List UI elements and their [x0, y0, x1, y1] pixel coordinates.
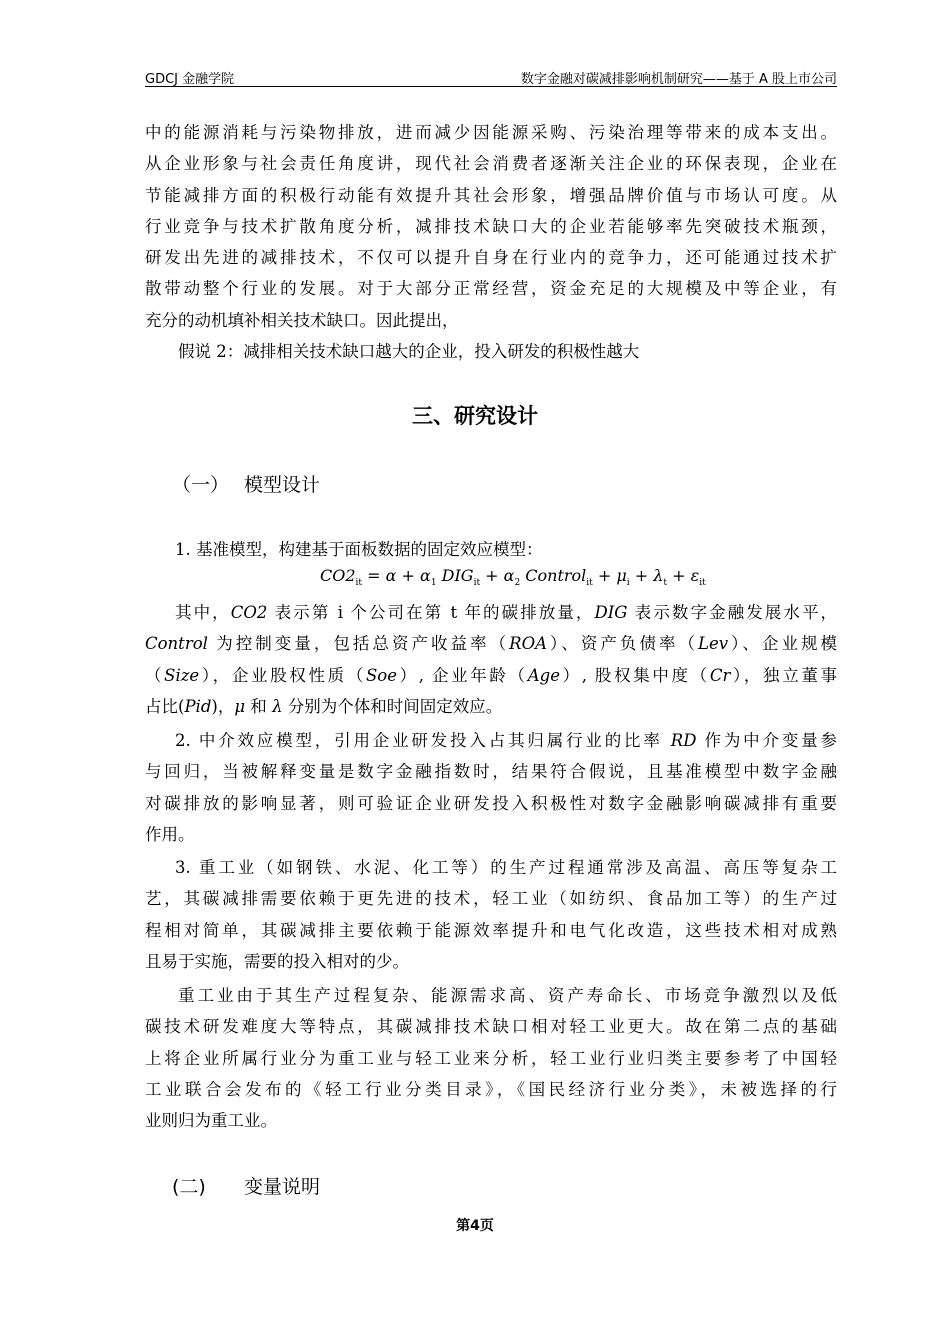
text-line: 研发出先进的减排技术，不仅可以提升自身在行业内的竞争力，还可能通过技术扩 — [145, 248, 837, 268]
text-line: 对碳排放的影响显著，则可验证企业研发投入积极性对数字金融影响碳减排有重要 — [145, 793, 837, 813]
text-line: 节能减排方面的积极行动能有效提升其社会形象，增强品牌价值与市场认可度。从 — [145, 185, 837, 205]
subsection-title: 变量说明 — [244, 1176, 321, 1198]
text-line: 上将企业所属行业分为重工业与轻工业来分析，轻工业行业归类主要参考了中国轻 — [145, 1048, 837, 1068]
hypothesis-2: 假说 2：减排相关技术缺口越大的企业，投入研发的积极性越大 — [178, 342, 640, 361]
text-line: 业则归为重工业。 — [145, 1111, 277, 1131]
text-line: 2. 中介效应模型，引用企业研发投入占其归属行业的比率 RD 作为中介变量参 — [175, 731, 838, 750]
section-title: 三、研究设计 — [412, 404, 538, 428]
subsection-variables — [172, 1172, 320, 1199]
text-line: 行业竞争与技术扩散角度分析，减排技术缺口大的企业若能够率先突破技术瓶颈， — [145, 216, 837, 236]
page-number: 第4页 — [456, 1218, 494, 1234]
text-line: 且易于实施，需要的投入相对的少。 — [145, 951, 409, 971]
header-right: 数字金融对碳减排影响机制研究——基于 A 股上市公司 — [520, 72, 837, 87]
subsection-number: （一） — [172, 474, 230, 496]
subsection-title: 模型设计 — [244, 474, 321, 496]
item2-mediation — [145, 725, 837, 850]
text-line: 重工业由于其生产过程复杂、能源需求高、资产寿命长、市场竞争激烈以及低 — [178, 986, 837, 1005]
text-line: 散带动整个行业的发展。对于大部分正常经营，资金充足的大规模及中等企业，有 — [145, 279, 837, 299]
text-line: 与回归，当被解释变量是数字金融指数时，结果符合假说，且基准模型中数字金融 — [145, 762, 837, 782]
text-line: 作用。 — [145, 824, 195, 844]
text-line: 3. 重工业（如钢铁、水泥、化工等）的生产过程通常涉及高温、高压等复杂工 — [175, 858, 837, 877]
text-line: （Size），企业股权性质（Soe）, 企业年龄（Age）, 股权集中度（Cr），独立董事 — [145, 665, 838, 685]
paragraph-motivation — [145, 117, 837, 336]
text-line: Control 为控制变量，包括总资产收益率（ROA）、资产负债率（Lev）、企业规模 — [145, 634, 838, 654]
running-header — [145, 66, 837, 87]
text-line: 碳技术研发难度大等特点，其碳减排技术缺口相对轻工业更大。故在第二点的基础 — [145, 1017, 837, 1037]
text-line: 工业联合会发布的《轻工行业分类目录》，《国民经济行业分类》，未被选择的行 — [145, 1079, 837, 1099]
text-line: 从企业形象与社会责任角度讲，现代社会消费者逐渐关注企业的环保表现，企业在 — [145, 154, 837, 174]
item3-industry — [145, 852, 837, 977]
text-line: 充分的动机填补相关技术缺口。因此提出， — [145, 310, 459, 330]
subsection-model-design — [172, 470, 320, 497]
text-line: 程相对简单，其碳减排主要依赖于能源效率提升和电气化改造，这些技术相对成熟 — [145, 920, 837, 940]
baseline-equation: $CO2_{it} = \alpha + \alpha_1$ $DIG_{it} + \alpha_2$ Control$_{it}$ + $\mu_i + \lambda_t + \varepsilon_{it}$ — [320, 566, 706, 589]
text-line: 占比(Pid)，μ 和 λ 分别为个体和时间固定效应。 — [145, 696, 503, 716]
text-line: 中的能源消耗与污染物排放，进而减少因能源采购、污染治理等带来的成本支出。 — [145, 123, 837, 142]
paragraph-heavy-industry — [145, 980, 837, 1136]
text-line: 其中，CO2 表示第 i 个公司在第 t 年的碳排放量，DIG 表示数字金融发展水平， — [175, 603, 838, 622]
item1-intro: 1. 基准模型，构建基于面板数据的固定效应模型： — [175, 540, 543, 559]
subsection-number: (二) — [172, 1176, 206, 1198]
header-left: GDCJ 金融学院 — [145, 72, 235, 87]
text-line: 艺，其碳减排需要依赖于更先进的技术，轻工业（如纺织、食品加工等）的生产过 — [145, 889, 837, 909]
item1-description — [145, 597, 837, 722]
